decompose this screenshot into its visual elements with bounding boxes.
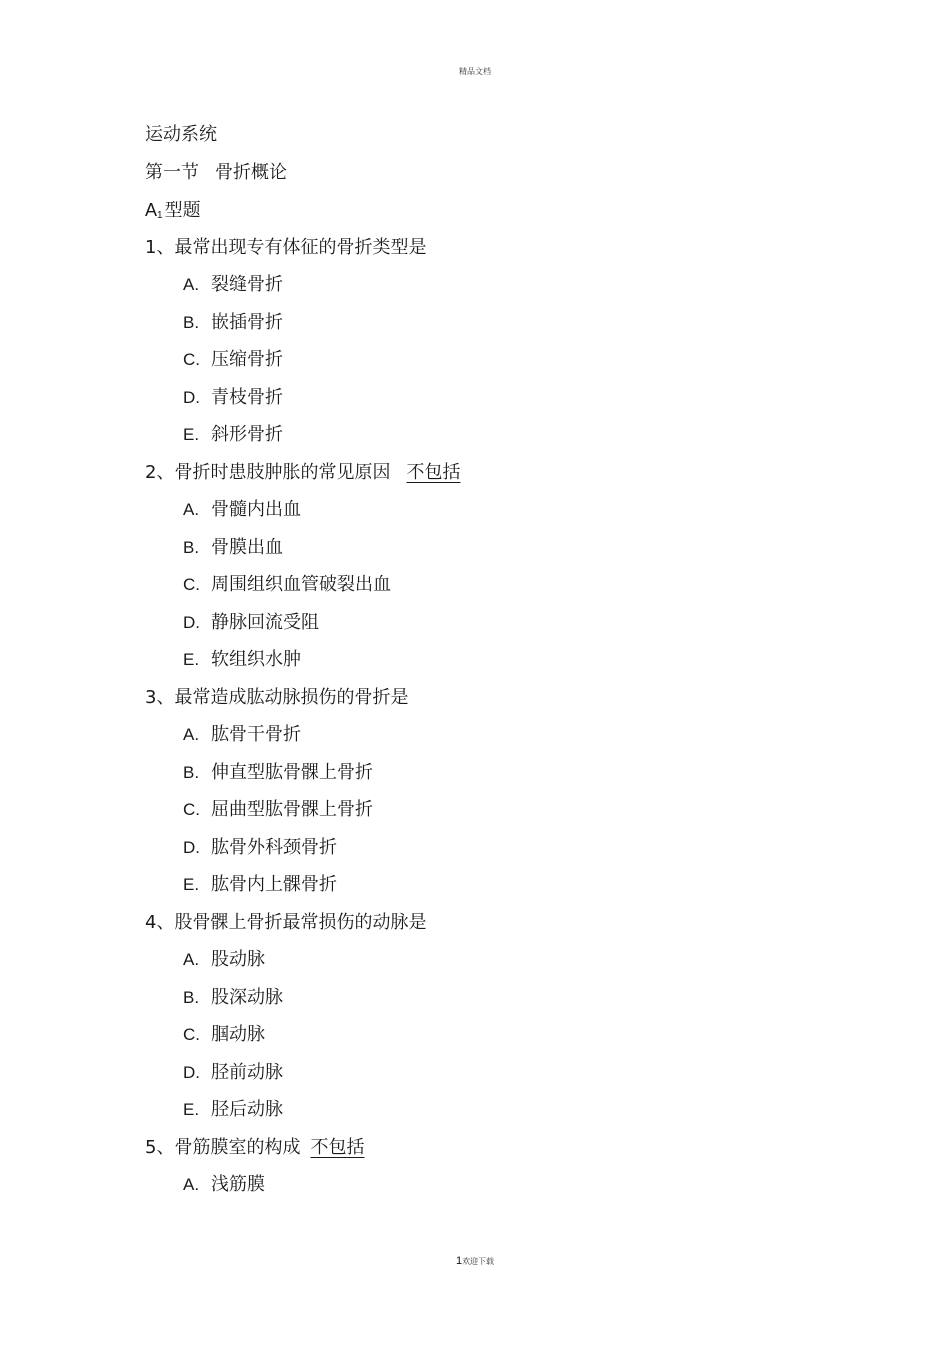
answer-option-letter: A. <box>183 725 200 744</box>
question-stem-text: 4、股骨髁上骨折最常损伤的动脉是 <box>145 911 427 933</box>
answer-option-text: 斜形骨折 <box>211 424 283 445</box>
answer-option <box>145 497 910 535</box>
answer-option-text: 胫前动脉 <box>211 1061 283 1083</box>
answer-option <box>145 1172 910 1210</box>
answer-option <box>145 760 910 798</box>
answer-option <box>145 272 910 310</box>
answer-option <box>145 385 910 423</box>
answer-option-letter: C. <box>183 350 200 369</box>
answer-option-letter: C. <box>183 800 200 819</box>
page-number: 1 <box>455 1255 463 1267</box>
answer-option-letter: B. <box>183 537 200 557</box>
question-stem <box>145 1135 910 1173</box>
answer-option-letter: D. <box>183 387 200 407</box>
answer-option <box>145 722 910 760</box>
answer-option <box>145 835 910 873</box>
answer-option-text: 嵌插骨折 <box>211 311 283 333</box>
answer-option-letter: E. <box>183 875 200 894</box>
answer-option-letter: B. <box>183 312 200 332</box>
answer-option-text: 肱骨内上髁骨折 <box>211 874 337 895</box>
section-title: 骨折概论 <box>215 161 287 183</box>
answer-option <box>145 347 910 385</box>
answer-option-letter: C. <box>183 1025 200 1044</box>
answer-option <box>145 985 910 1023</box>
question-list <box>145 235 910 1210</box>
question-type-suffix: 型题 <box>164 200 201 221</box>
answer-option-letter: E. <box>183 650 200 669</box>
answer-option-text: 腘动脉 <box>211 1024 265 1045</box>
answer-option-text: 软组织水肿 <box>211 649 301 670</box>
question-stem-text: 5、骨筋膜室的构成 <box>145 1136 301 1158</box>
answer-option-letter: A. <box>183 1175 200 1194</box>
answer-option-letter: E. <box>183 1100 200 1119</box>
answer-option-letter: A. <box>183 950 200 969</box>
answer-option <box>145 422 910 460</box>
question-stem-text: 3、最常造成肱动脉损伤的骨折是 <box>145 686 409 708</box>
answer-option-text: 骨髓内出血 <box>211 499 301 520</box>
answer-option-text: 青枝骨折 <box>211 386 283 408</box>
document-body <box>145 122 910 1210</box>
answer-option-text: 周围组织血管破裂出血 <box>211 574 391 595</box>
answer-option <box>145 535 910 573</box>
answer-option <box>145 797 910 835</box>
chapter-title: 运动系统 <box>145 124 217 145</box>
answer-option <box>145 1022 910 1060</box>
footer-label: 欢迎下载 <box>462 1257 495 1266</box>
page-header-label: 精品文档 <box>459 67 491 76</box>
question-stem <box>145 685 910 723</box>
answer-option-text: 骨膜出血 <box>211 536 283 558</box>
answer-option-letter: B. <box>183 762 200 782</box>
question-stem-text: 1、最常出现专有体征的骨折类型是 <box>145 236 427 258</box>
question-type-heading <box>145 197 910 235</box>
answer-option-text: 屈曲型肱骨髁上骨折 <box>211 799 373 820</box>
answer-option <box>145 947 910 985</box>
question-type-prefix: A <box>145 200 158 220</box>
answer-option-text: 肱骨外科颈骨折 <box>211 836 337 858</box>
question-stem-emphasis: 不包括 <box>406 461 461 483</box>
answer-option-text: 静脉回流受阻 <box>211 611 319 633</box>
answer-option <box>145 310 910 348</box>
answer-option-text: 伸直型肱骨髁上骨折 <box>211 761 373 783</box>
question-stem <box>145 235 910 273</box>
answer-option-letter: D. <box>183 612 200 632</box>
answer-option-text: 股深动脉 <box>211 986 283 1008</box>
answer-option-text: 肱骨干骨折 <box>211 724 301 745</box>
question-stem <box>145 910 910 948</box>
answer-option-text: 股动脉 <box>211 949 265 970</box>
section-heading <box>145 160 910 198</box>
question-stem-emphasis: 不包括 <box>310 1136 365 1158</box>
answer-option-text: 胫后动脉 <box>211 1099 283 1120</box>
answer-option <box>145 1097 910 1135</box>
answer-option-text: 浅筋膜 <box>211 1174 265 1195</box>
answer-option-letter: C. <box>183 575 200 594</box>
answer-option <box>145 1060 910 1098</box>
answer-option-letter: A. <box>183 275 200 294</box>
page-footer <box>0 1255 950 1267</box>
answer-option-letter: B. <box>183 987 200 1007</box>
question-type-subscript: 1 <box>157 210 163 221</box>
answer-option <box>145 572 910 610</box>
answer-option-text: 压缩骨折 <box>211 349 283 370</box>
section-number: 第一节 <box>145 161 199 183</box>
answer-option <box>145 872 910 910</box>
answer-option-letter: A. <box>183 500 200 519</box>
answer-option-letter: E. <box>183 425 200 444</box>
answer-option-text: 裂缝骨折 <box>211 274 283 295</box>
answer-option-letter: D. <box>183 837 200 857</box>
question-stem-text: 2、骨折时患肢肿胀的常见原因 <box>145 461 391 483</box>
question-stem <box>145 460 910 498</box>
answer-option-letter: D. <box>183 1062 200 1082</box>
answer-option <box>145 647 910 685</box>
answer-option <box>145 610 910 648</box>
